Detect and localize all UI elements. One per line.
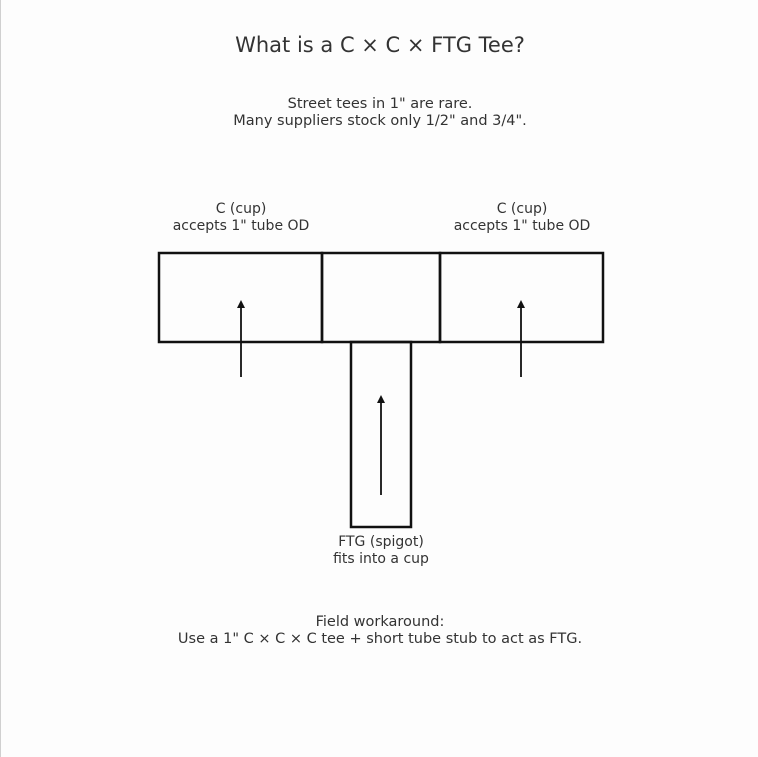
spigot-label-line-1: FTG (spigot) bbox=[338, 534, 424, 550]
right-cup-arrowhead bbox=[517, 300, 525, 308]
left-cup-label-line-2: accepts 1" tube OD bbox=[172, 218, 310, 234]
spigot-label-line-2: fits into a cup bbox=[333, 551, 429, 567]
diagram-title: What is a C × C × FTG Tee? bbox=[235, 33, 525, 57]
right-cup-label-line-1: C (cup) bbox=[496, 201, 548, 217]
spigot-label bbox=[281, 534, 481, 568]
spigot-arrowhead bbox=[377, 395, 385, 403]
field-workaround-line-1: Field workaround: bbox=[315, 614, 445, 630]
left-cup-label-line-1: C (cup) bbox=[215, 201, 267, 217]
intro-note-line-2: Many suppliers stock only 1/2" and 3/4". bbox=[233, 113, 527, 129]
field-workaround-note bbox=[1, 614, 758, 648]
right-cup-label-line-2: accepts 1" tube OD bbox=[453, 218, 591, 234]
intro-note-line-1: Street tees in 1" are rare. bbox=[287, 96, 473, 112]
tee-center-body bbox=[322, 253, 440, 342]
left-cup-arrowhead bbox=[237, 300, 245, 308]
field-workaround-line-2: Use a 1" C × C × C tee + short tube stub to act as FTG. bbox=[177, 631, 583, 647]
